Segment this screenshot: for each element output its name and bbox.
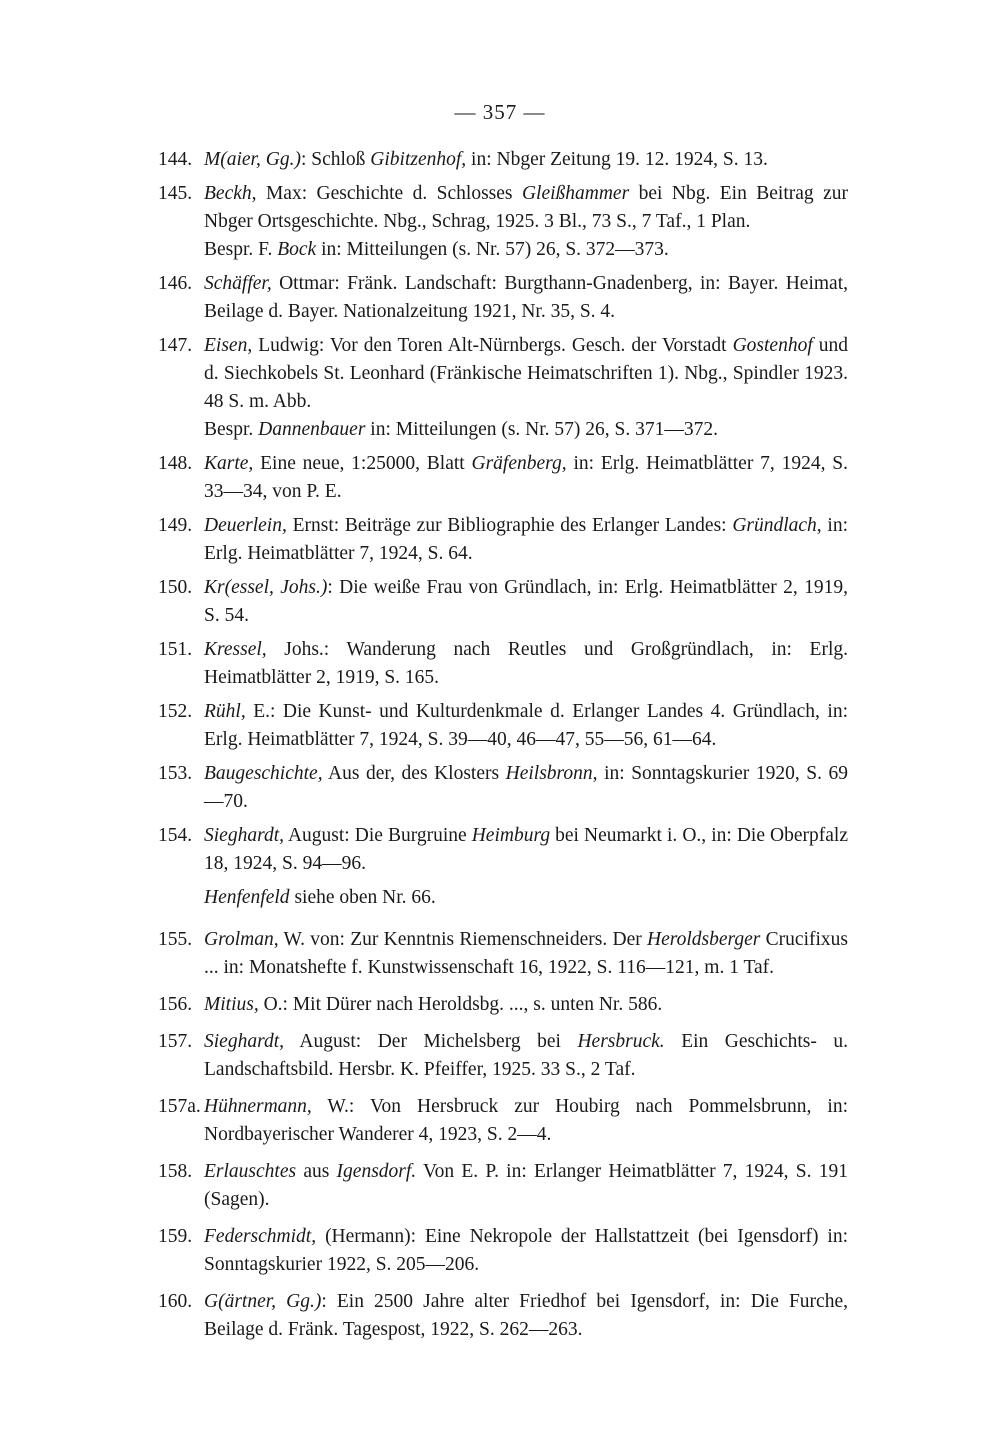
entry-text: Sieghardt, August: Die Burgruine Heimburg bei Neumarkt i. O., in: Die Oberpfalz 18, 1924, S. 94—96. <box>204 825 848 874</box>
entry-number: 144. <box>158 149 193 170</box>
place-name: Hersbruck. <box>577 1031 665 1052</box>
entry-146 <box>158 270 848 326</box>
author-name: G(ärtner, Gg.) <box>204 1291 322 1312</box>
entry-150 <box>158 574 848 630</box>
entry-text: Hühnermann, W.: Von Hersbruck zur Houbirg nach Pommelsbrunn, in: Nordbayerischer Wanderer 4, 1923, S. 2—4. <box>204 1096 848 1145</box>
place-name: Gostenhof <box>732 335 813 356</box>
entry-156 <box>158 991 848 1019</box>
bibliography-list <box>158 146 848 1344</box>
author-name: Rühl, <box>204 701 246 722</box>
entry-text: G(ärtner, Gg.): Ein 2500 Jahre alter Friedhof bei Igensdorf, in: Die Furche, Beilage d. Fränk. Tagespost, 1922, S. 262—263. <box>204 1291 848 1340</box>
author-name: Karte, <box>204 453 254 474</box>
entry-159 <box>158 1223 848 1279</box>
entry-text: Federschmidt, (Hermann): Eine Nekropole der Hallstattzeit (bei Igensdorf) in: Sonntagskurier 1922, S. 205—206. <box>204 1226 848 1275</box>
page-number: — 357 — <box>454 100 546 124</box>
author-name: Baugeschichte, <box>204 763 323 784</box>
entry-number: 156. <box>158 994 193 1015</box>
entry-text: Baugeschichte, Aus der, des Klosters Heilsbronn, in: Sonntagskurier 1920, S. 69—70. <box>204 763 849 812</box>
entry-155 <box>158 926 848 982</box>
entry-number: 146. <box>158 273 193 294</box>
entry-number: 150. <box>158 577 193 598</box>
entry-147 <box>158 332 848 444</box>
entry-number: 145. <box>158 183 193 204</box>
place-name: Heilsbronn, <box>505 763 598 784</box>
entry-number: 158. <box>158 1161 193 1182</box>
entry-152 <box>158 698 848 754</box>
entry-text: M(aier, Gg.): Schloß Gibitzenhof, in: Nbger Zeitung 19. 12. 1924, S. 13. <box>204 149 768 170</box>
place-name: Gleißhammer <box>521 183 630 204</box>
author-name: Mitius, <box>204 994 259 1015</box>
entry-number: 148. <box>158 453 193 474</box>
entry-144 <box>158 146 848 174</box>
author-name: M(aier, Gg.) <box>204 149 301 170</box>
entry-number: 157a. <box>158 1096 201 1117</box>
entry-158 <box>158 1158 848 1214</box>
entry-148 <box>158 450 848 506</box>
entry-number: 147. <box>158 335 193 356</box>
entry-text: Sieghardt, August: Der Michelsberg bei Hersbruck. Ein Geschichts- u. Landschaftsbild. Hersbr. K. Pfeiffer, 1925. 33 S., 2 Taf. <box>204 1031 848 1080</box>
entry-number: 159. <box>158 1226 193 1247</box>
entry-number: 154. <box>158 825 193 846</box>
entry-number: 153. <box>158 763 193 784</box>
entry-text: Beckh, Max: Geschichte d. Schlosses Gleißhammer bei Nbg. Ein Beitrag zur Nbger Ortsgeschichte. Nbg., Schrag, 1925. 3 Bl., 73 S., 7 Taf., 1 Plan. <box>204 183 848 232</box>
entry-number: 155. <box>158 929 193 950</box>
entry-text: Mitius, O.: Mit Dürer nach Heroldsbg. ..., s. unten Nr. 586. <box>204 994 663 1015</box>
cross-reference-note: Henfenfeld siehe oben Nr. 66. <box>204 887 436 908</box>
entry-145 <box>158 180 848 264</box>
entry-text: Grolman, W. von: Zur Kenntnis Riemenschneiders. Der Heroldsberger Crucifixus ... in: Monatshefte f. Kunstwissenschaft 16, 1922, S. 116—121, m. 1 Taf. <box>204 929 848 978</box>
review-line: Bespr. F. Bock in: Mitteilungen (s. Nr. 57) 26, S. 372—373. <box>204 239 669 260</box>
entry-number: 149. <box>158 515 193 536</box>
author-name: Grolman, <box>204 929 279 950</box>
author-name: Kressel, <box>204 639 267 660</box>
place-name: Igensdorf. <box>336 1161 417 1182</box>
place-name: Heimburg <box>471 825 551 846</box>
entry-153 <box>158 760 848 816</box>
reviewer-name: Bock <box>277 239 317 260</box>
place-name: Heroldsberger <box>647 929 761 950</box>
place-name: Henfenfeld <box>204 887 290 908</box>
place-name: Gräfenberg, <box>471 453 567 474</box>
entry-157 <box>158 1028 848 1084</box>
place-name: Gründlach, <box>732 515 822 536</box>
author-name: Kr(essel, Johs.) <box>204 577 328 598</box>
place-name: Gibitzenhof, <box>370 149 467 170</box>
entry-number: 152. <box>158 701 193 722</box>
author-name: Deuerlein, <box>204 515 287 536</box>
entry-154 <box>158 822 848 878</box>
entry-text: Deuerlein, Ernst: Beiträge zur Bibliographie des Erlanger Landes: Gründlach, in: Erlg. Heimatblätter 7, 1924, S. 64. <box>204 515 849 564</box>
entry-text: Kr(essel, Johs.): Die weiße Frau von Gründlach, in: Erlg. Heimatblätter 2, 1919, S. 54. <box>204 577 848 626</box>
reviewer-name: Dannenbauer <box>258 419 366 440</box>
entry-text: Erlauschtes aus Igensdorf. Von E. P. in: Erlanger Heimatblätter 7, 1924, S. 191 (Sagen). <box>204 1161 848 1210</box>
entry-157a <box>158 1093 848 1149</box>
entry-text: Kressel, Johs.: Wanderung nach Reutles und Großgründlach, in: Erlg. Heimatblätter 2, 1919, S. 165. <box>204 639 848 688</box>
entry-text: Schäffer, Ottmar: Fränk. Landschaft: Burgthann-Gnadenberg, in: Bayer. Heimat, Beilage d. Bayer. Nationalzeitung 1921, Nr. 35, S. 4. <box>204 273 848 322</box>
review-line: Bespr. Dannenbauer in: Mitteilungen (s. Nr. 57) 26, S. 371—372. <box>204 419 719 440</box>
author-name: Schäffer, <box>204 273 272 294</box>
author-name: Hühnermann, <box>204 1096 312 1117</box>
entry-149 <box>158 512 848 568</box>
author-name: Federschmidt, <box>204 1226 317 1247</box>
entry-text: Karte, Eine neue, 1:25000, Blatt Gräfenberg, in: Erlg. Heimatblätter 7, 1924, S. 33—34, von P. E. <box>204 453 848 502</box>
entry-number: 160. <box>158 1291 193 1312</box>
entry-160 <box>158 1288 848 1344</box>
author-name: Sieghardt, <box>204 1031 284 1052</box>
author-name: Eisen, <box>204 335 253 356</box>
author-name: Erlauschtes <box>204 1161 297 1182</box>
author-name: Sieghardt, <box>204 825 284 846</box>
entry-number: 157. <box>158 1031 193 1052</box>
entry-text: Rühl, E.: Die Kunst- und Kulturdenkmale d. Erlanger Landes 4. Gründlach, in: Erlg. Heimatblätter 7, 1924, S. 39—40, 46—47, 55—56, 61—64. <box>204 701 848 750</box>
entry-text: Eisen, Ludwig: Vor den Toren Alt-Nürnbergs. Gesch. der Vorstadt Gostenhof und d. Siechkobels St. Leonhard (Fränkische Heimatschriften 1). Nbg., Spindler 1923. 48 S. m. Abb. <box>204 335 849 412</box>
entry-151 <box>158 636 848 692</box>
entry-number: 151. <box>158 639 193 660</box>
author-name: Beckh, <box>204 183 257 204</box>
